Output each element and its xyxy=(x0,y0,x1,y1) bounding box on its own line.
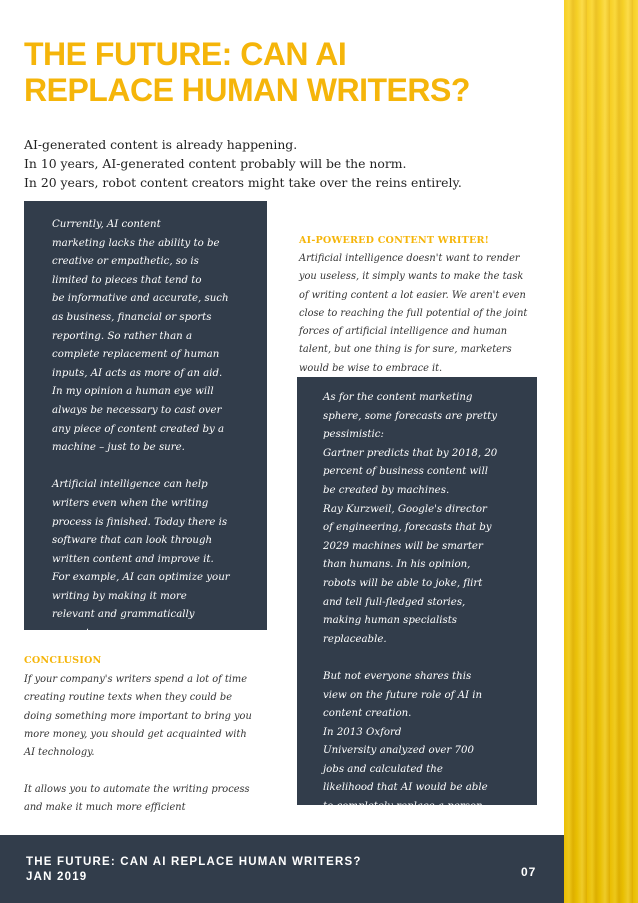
text-line: writers even when the writing xyxy=(52,497,209,509)
text-line: view on the future role of AI in xyxy=(323,689,483,701)
paragraph-gap xyxy=(24,762,252,781)
left-info-box xyxy=(24,201,267,640)
text-line: Artificial intelligence doesn't want to render xyxy=(299,253,520,264)
text-line: forces of artificial intelligence and human xyxy=(299,326,508,338)
text-line: robots will be able to joke, flirt xyxy=(323,577,483,589)
text-line: content creation. xyxy=(323,708,412,720)
text-line: Gartner predicts that by 2018, 20 xyxy=(323,447,498,459)
text-line: replaceable. xyxy=(323,633,387,645)
text-line: Ray Kurzweil, Google's director xyxy=(323,503,487,515)
intro-paragraph xyxy=(24,135,504,192)
text-line: correct. xyxy=(52,628,93,640)
text-line: 2029 machines will be smarter xyxy=(323,540,483,552)
text-line: machine – just to be sure. xyxy=(52,442,185,454)
page-number: 07 xyxy=(521,865,537,879)
text-line: limited to pieces that tend to xyxy=(52,274,202,286)
text-line: As for the content marketing xyxy=(323,392,473,403)
text-line: sphere, some forecasts are pretty xyxy=(323,410,497,422)
text-line: doing something more important to bring you xyxy=(24,710,252,722)
text-line: marketing lacks the ability to be xyxy=(52,237,220,249)
text-line: In 2013 Oxford xyxy=(323,726,402,738)
text-line: University analyzed over 700 xyxy=(323,745,474,757)
text-line: It allows you to automate the writing process xyxy=(24,784,250,796)
text-line: In my opinion a human eye will xyxy=(52,386,214,398)
intro-line: AI-generated content is already happening. xyxy=(24,137,298,152)
text-line: AI technology. xyxy=(24,747,95,759)
text-line: as business, financial or sports xyxy=(52,311,212,323)
text-line: But not everyone shares this xyxy=(323,670,472,682)
text-line: software that can look through xyxy=(52,535,213,547)
text-line: jobs and calculated the xyxy=(323,763,443,775)
text-line: creative or empathetic, so is xyxy=(52,256,199,268)
paragraph-gap xyxy=(52,458,257,477)
ai-writer-heading: AI-POWERED CONTENT WRITER! xyxy=(299,235,490,246)
text-line: likelihood that AI would be able xyxy=(323,782,488,794)
text-line: of engineering, forecasts that by xyxy=(323,522,492,534)
text-line: reporting. So rather than a xyxy=(52,330,193,342)
text-line: Currently, AI content xyxy=(52,219,161,230)
title-line-2: REPLACE HUMAN WRITERS? xyxy=(24,72,470,108)
footer-title-line: THE FUTURE: CAN AI REPLACE HUMAN WRITERS? xyxy=(26,856,362,868)
text-line: process is finished. Today there is xyxy=(52,516,228,528)
text-line: and tell full-fledged stories, xyxy=(323,596,466,608)
text-line: talent, but one thing is for sure, marketers xyxy=(299,344,512,356)
text-line: to completely replace a person. xyxy=(323,801,486,813)
text-line: Artificial intelligence can help xyxy=(52,479,208,491)
text-line: percent of business content will xyxy=(323,466,488,478)
conclusion-heading: CONCLUSION xyxy=(24,655,102,666)
paragraph-gap xyxy=(323,649,523,668)
conclusion-paragraph xyxy=(24,671,252,818)
footer-date: JAN 2019 xyxy=(26,871,88,883)
text-line: than humans. In his opinion, xyxy=(323,559,471,571)
text-line: be informative and accurate, such xyxy=(52,293,229,305)
text-line: If your company's writers spend a lot of time xyxy=(24,674,248,685)
text-line: and make it much more efficient xyxy=(24,802,186,814)
text-line: always be necessary to cast over xyxy=(52,404,222,416)
text-line: you useless, it simply wants to make the task xyxy=(299,271,524,283)
decorative-stripe xyxy=(564,0,638,903)
page-footer xyxy=(0,835,564,903)
page-title xyxy=(24,36,544,108)
text-line: writing by making it more xyxy=(52,590,187,602)
text-line: be created by machines. xyxy=(323,484,450,496)
text-line: more money, you should get acquainted with xyxy=(24,728,247,740)
text-line: relevant and grammatically xyxy=(52,609,195,621)
text-line: would be wise to embrace it. xyxy=(299,362,443,374)
intro-line: In 10 years, AI-generated content probably will be the norm. xyxy=(24,156,407,171)
text-line: written content and improve it. xyxy=(52,553,214,565)
ai-writer-paragraph xyxy=(299,250,527,378)
text-line: any piece of content created by a xyxy=(52,423,225,435)
text-line: pessimistic: xyxy=(323,429,384,441)
text-line: complete replacement of human xyxy=(52,349,220,361)
text-line: of writing content a lot easier. We aren't even xyxy=(299,289,526,301)
text-line: close to reaching the full potential of the joint xyxy=(299,307,528,319)
title-line-1: THE FUTURE: CAN AI xyxy=(24,36,347,72)
intro-line: In 20 years, robot content creators might take over the reins entirely. xyxy=(24,175,462,190)
footer-title xyxy=(26,855,362,885)
text-line: For example, AI can optimize your xyxy=(52,572,230,584)
text-line: creating routine texts when they could be xyxy=(24,692,232,704)
text-line: inputs, AI acts as more of an aid. xyxy=(52,367,223,379)
right-info-box xyxy=(297,377,537,813)
text-line: making human specialists xyxy=(323,615,458,627)
